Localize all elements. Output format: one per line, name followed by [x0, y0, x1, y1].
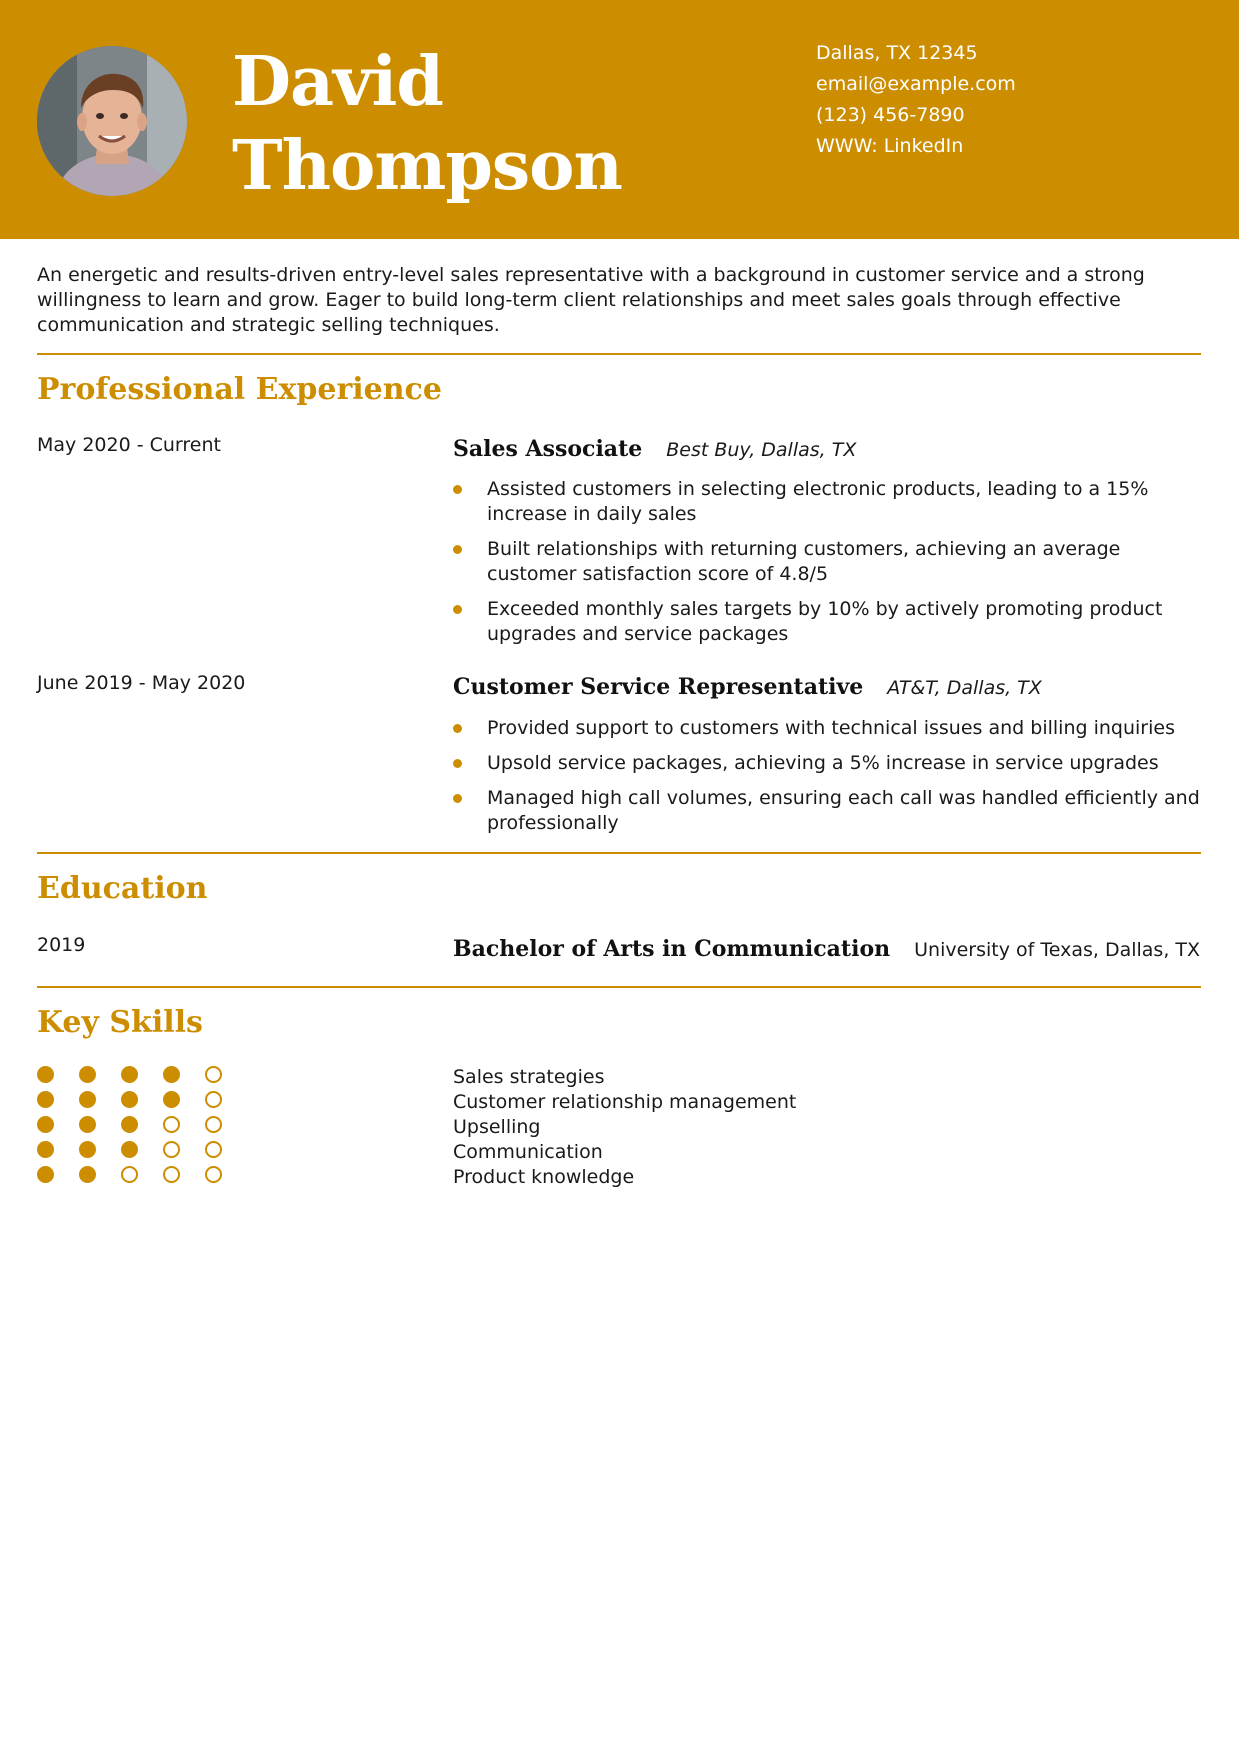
- degree-title: Bachelor of Arts in Communication: [453, 936, 891, 962]
- bullet-dot-icon: [453, 485, 462, 494]
- job-bullets: [453, 477, 1203, 657]
- skill-rating-row: [37, 1166, 247, 1191]
- skill-name: Customer relationship management: [453, 1091, 797, 1113]
- resume-header: [0, 0, 1239, 239]
- bullet-dot-icon: [453, 759, 462, 768]
- rating-dot-filled-icon: [79, 1141, 96, 1158]
- section-divider: [37, 852, 1201, 854]
- skill-list: [453, 1065, 796, 1190]
- job-dates: June 2019 - May 2020: [37, 672, 246, 694]
- education-year: 2019: [37, 934, 86, 956]
- job-dates: May 2020 - Current: [37, 434, 221, 456]
- rating-dot-filled-icon: [121, 1091, 138, 1108]
- list-item: Assisted customers in selecting electronic products, leading to a 15% increase in daily sales: [453, 477, 1203, 527]
- skill-name: Upselling: [453, 1116, 541, 1138]
- school-name: University of Texas, Dallas, TX: [914, 939, 1201, 961]
- rating-dot-filled-icon: [163, 1066, 180, 1083]
- contact-info: [816, 38, 1016, 162]
- rating-dot-filled-icon: [79, 1116, 96, 1133]
- rating-dot-filled-icon: [79, 1091, 96, 1108]
- job-title: Customer Service Representative: [453, 674, 864, 700]
- bullet-dot-icon: [453, 794, 462, 803]
- rating-dot-filled-icon: [37, 1116, 54, 1133]
- education-heading: Education: [37, 871, 208, 906]
- contact-email[interactable]: email@example.com: [816, 73, 1016, 95]
- education-entry: [453, 934, 1200, 966]
- candidate-name: [232, 40, 622, 208]
- bullet-dot-icon: [453, 605, 462, 614]
- skill-rating-row: [37, 1091, 247, 1116]
- section-divider: [37, 353, 1201, 355]
- bullet-dot-icon: [453, 545, 462, 554]
- rating-dot-empty-icon: [163, 1116, 180, 1133]
- rating-dot-filled-icon: [37, 1066, 54, 1083]
- skill-ratings: [37, 1066, 247, 1191]
- rating-dot-filled-icon: [121, 1116, 138, 1133]
- bullet-dot-icon: [453, 724, 462, 733]
- skill-name: Communication: [453, 1141, 603, 1163]
- rating-dot-empty-icon: [163, 1141, 180, 1158]
- list-item: Provided support to customers with technical issues and billing inquiries: [453, 716, 1203, 741]
- rating-dot-empty-icon: [205, 1091, 222, 1108]
- job-header: [453, 672, 1042, 704]
- skill-name: Sales strategies: [453, 1066, 605, 1088]
- list-item: Upsold service packages, achieving a 5% increase in service upgrades: [453, 751, 1203, 776]
- list-item: Exceeded monthly sales targets by 10% by actively promoting product upgrades and service packages: [453, 597, 1203, 647]
- contact-location: Dallas, TX 12345: [816, 42, 978, 64]
- profile-photo: [37, 46, 187, 196]
- rating-dot-filled-icon: [37, 1166, 54, 1183]
- first-name: David: [232, 42, 443, 122]
- job-company: AT&T, Dallas, TX: [887, 677, 1042, 699]
- profile-photo-illustration: [37, 46, 187, 196]
- contact-phone[interactable]: (123) 456-7890: [816, 104, 965, 126]
- experience-heading: Professional Experience: [37, 372, 442, 407]
- skill-rating-row: [37, 1141, 247, 1166]
- professional-summary: An energetic and results-driven entry-level sales representative with a background in customer service and a strong willingness to learn and grow. Eager to build long-term client relationships and meet sales goals through effective communication and strategic selling techniques.: [37, 264, 1145, 336]
- rating-dot-filled-icon: [37, 1091, 54, 1108]
- rating-dot-empty-icon: [163, 1166, 180, 1183]
- rating-dot-filled-icon: [121, 1066, 138, 1083]
- rating-dot-empty-icon: [205, 1066, 222, 1083]
- last-name: Thompson: [232, 126, 622, 206]
- rating-dot-filled-icon: [163, 1091, 180, 1108]
- rating-dot-empty-icon: [205, 1116, 222, 1133]
- rating-dot-filled-icon: [121, 1141, 138, 1158]
- job-title: Sales Associate: [453, 436, 643, 462]
- contact-website[interactable]: WWW: LinkedIn: [816, 135, 964, 157]
- skill-rating-row: [37, 1116, 247, 1141]
- rating-dot-empty-icon: [205, 1141, 222, 1158]
- list-item: Built relationships with returning customers, achieving an average customer satisfaction score of 4.8/5: [453, 537, 1203, 587]
- rating-dot-filled-icon: [79, 1066, 96, 1083]
- job-bullets: [453, 716, 1203, 846]
- rating-dot-filled-icon: [79, 1166, 96, 1183]
- skills-heading: Key Skills: [37, 1005, 203, 1040]
- job-header: [453, 434, 856, 466]
- list-item: Managed high call volumes, ensuring each call was handled efficiently and professionally: [453, 786, 1203, 836]
- skill-name: Product knowledge: [453, 1166, 635, 1188]
- rating-dot-filled-icon: [37, 1141, 54, 1158]
- skill-rating-row: [37, 1066, 247, 1091]
- job-company: Best Buy, Dallas, TX: [666, 439, 857, 461]
- section-divider: [37, 986, 1201, 988]
- rating-dot-empty-icon: [205, 1166, 222, 1183]
- rating-dot-empty-icon: [121, 1166, 138, 1183]
